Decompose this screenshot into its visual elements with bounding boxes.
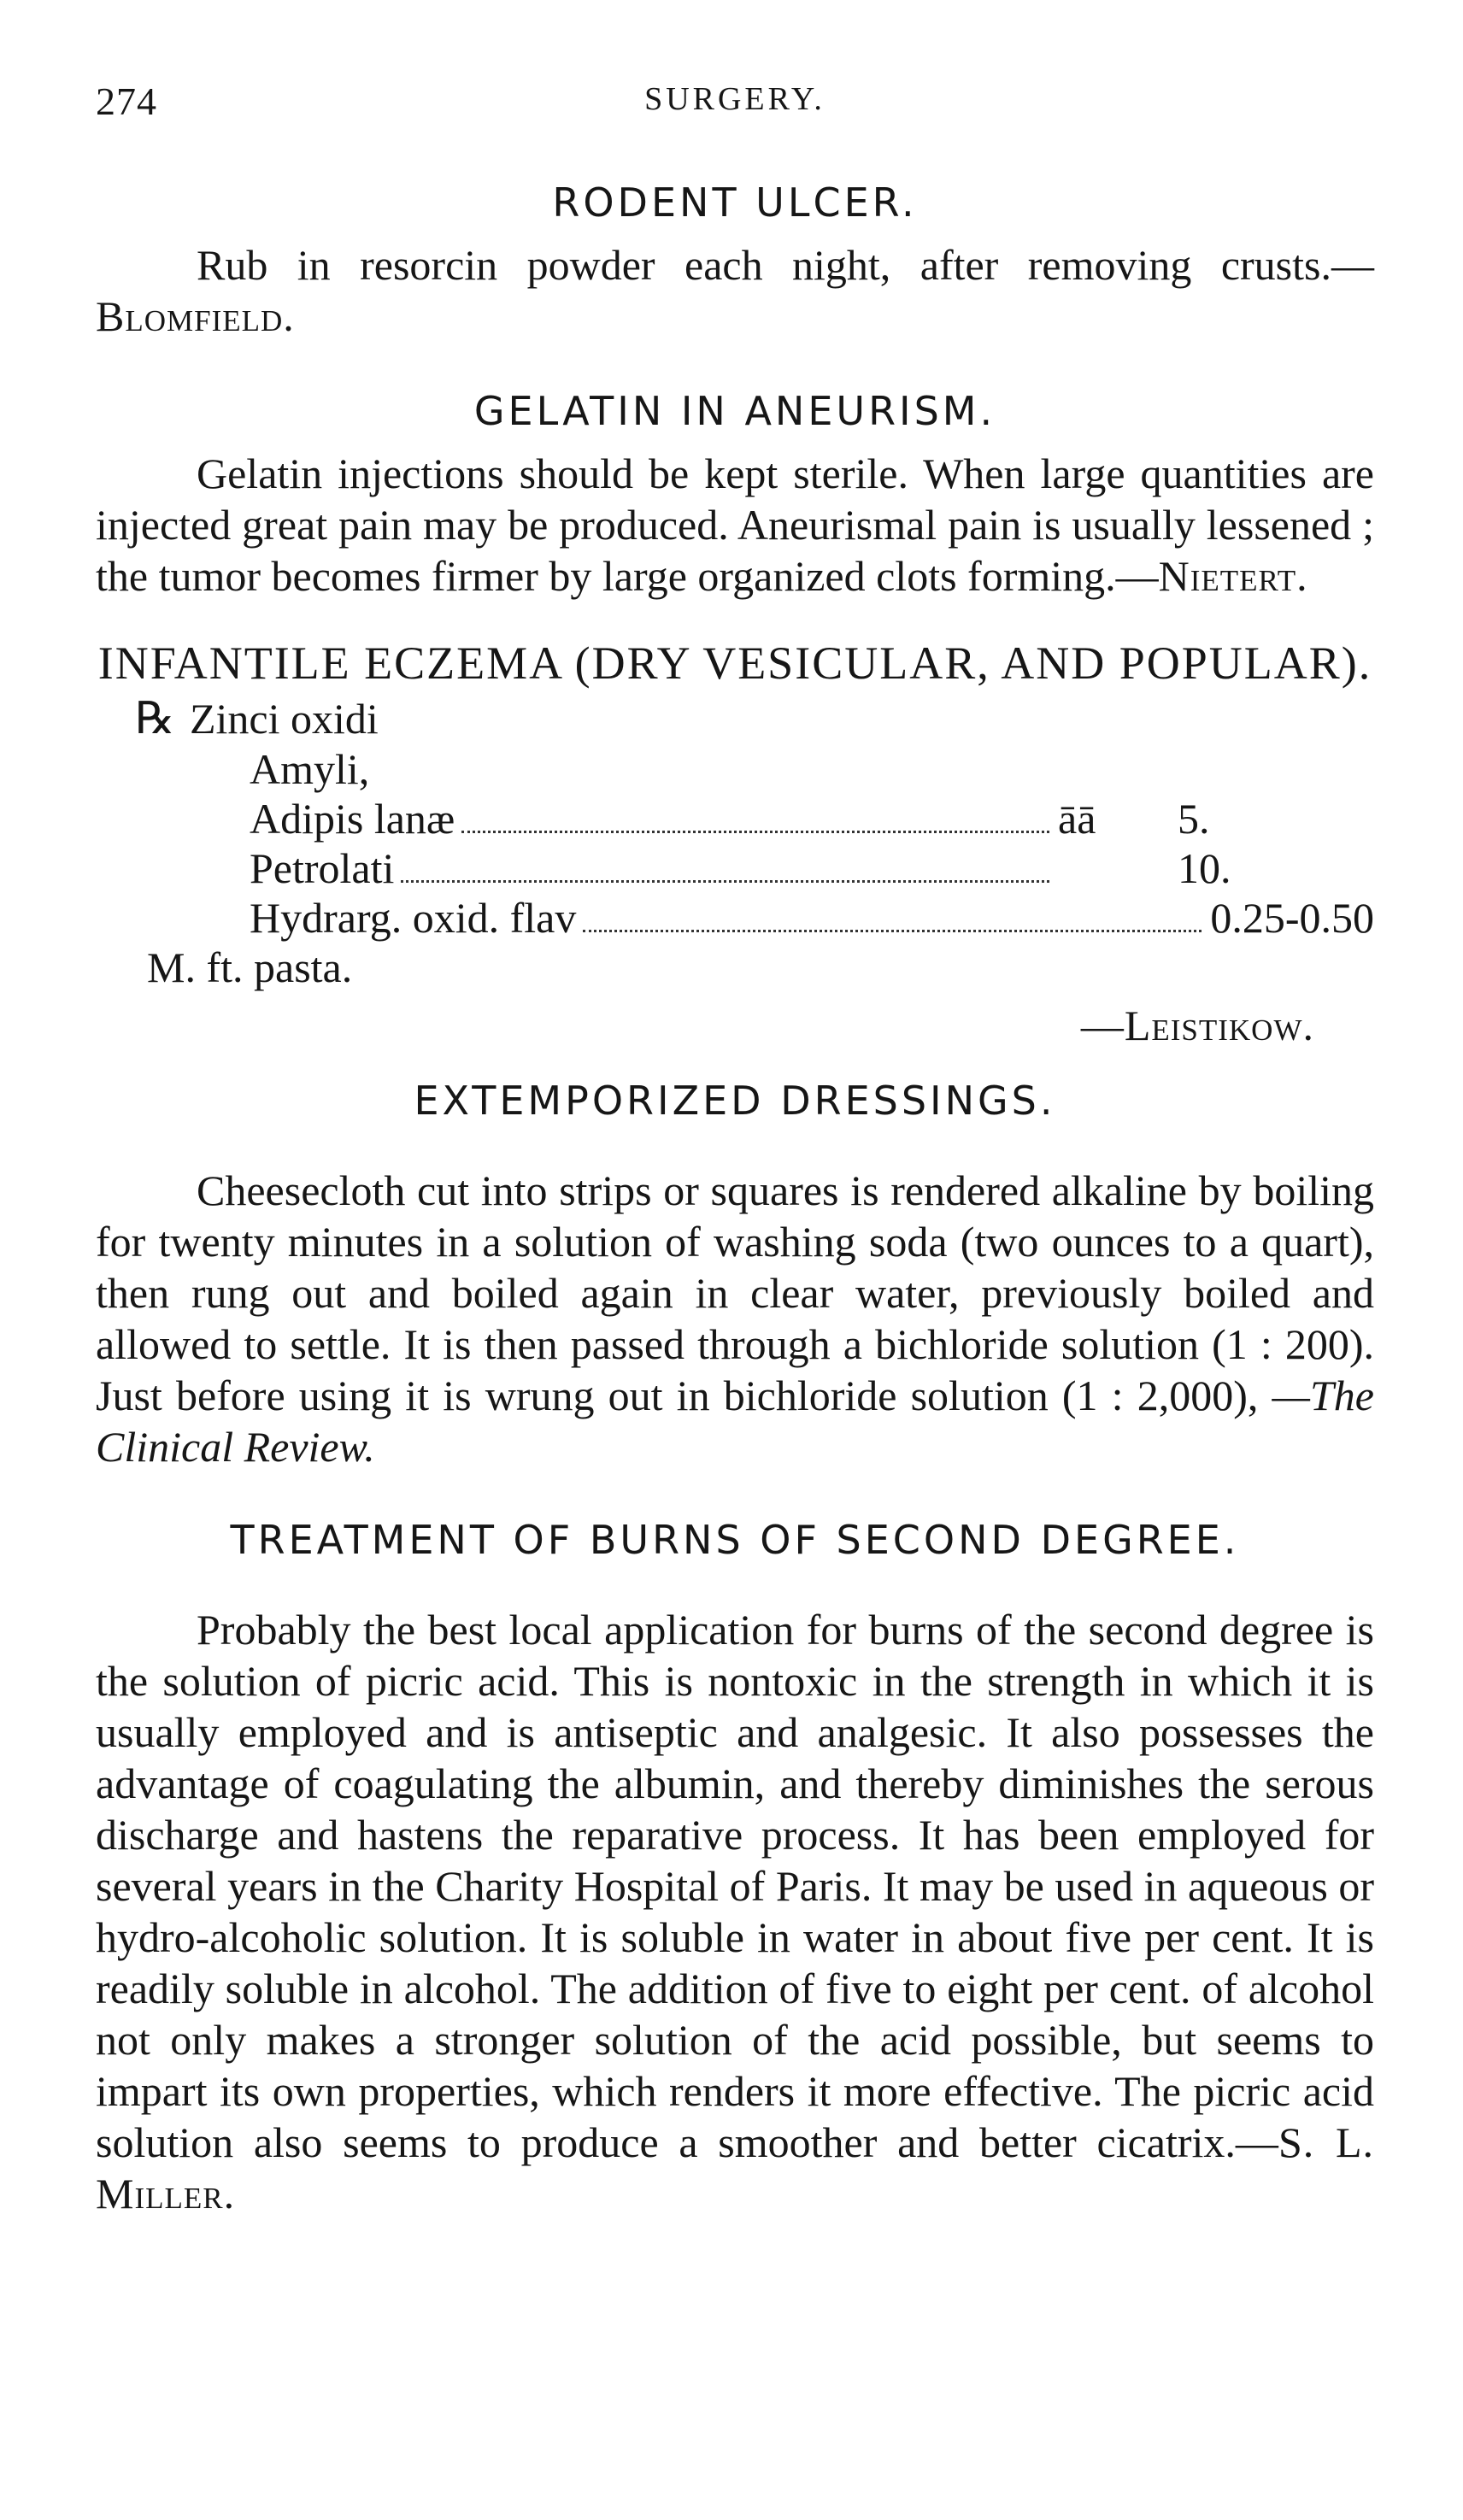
prescription: [96, 694, 1374, 1050]
running-head: [96, 0, 1374, 123]
recipe-symbol: ℞: [135, 695, 175, 743]
section-gelatin-aneurism: [96, 386, 1374, 602]
ingredient-quantity: āā 5.: [1058, 795, 1210, 843]
body-text: Rub in resorcin powder each night, after removing crusts.—: [197, 241, 1374, 289]
prescription-line: [96, 843, 1374, 893]
author-credit: Nietert.: [1158, 552, 1308, 600]
source-credit: —The Clinical Review.: [96, 1372, 1374, 1471]
ingredient-name: Zinci oxidi: [190, 695, 379, 743]
body-text: Gelatin injections should be kept sterile. When large quantities are injected great pain may be produced. Aneurismal pain is usually lessened ; the tumor becomes firmer by large organized clots forming.—: [96, 449, 1374, 600]
ingredient-quantity: 0.25-0.50: [1210, 894, 1374, 942]
author-credit: Blomfield.: [96, 292, 295, 340]
author-credit: S. L. Miller.: [96, 2118, 1375, 2217]
section-infantile-eczema: [96, 636, 1374, 1050]
section-body: [96, 448, 1374, 602]
prescription-line: [96, 694, 1374, 744]
section-heading: GELATIN IN ANEURISM.: [473, 388, 996, 434]
section-heading: EXTEMPORIZED DRESSINGS.: [414, 1078, 1056, 1124]
section-burns-treatment: [96, 1515, 1374, 2219]
prescription-line: [96, 893, 1374, 943]
running-title: SURGERY.: [644, 81, 826, 117]
section-body: [96, 1165, 1374, 1472]
prescription-direction: M. ft. pasta.: [147, 943, 353, 991]
ingredient-name: Amyli,: [250, 745, 370, 793]
ingredient-name: Adipis lanæ: [250, 795, 455, 843]
section-body: [96, 1604, 1374, 2219]
prescription-line: [96, 794, 1374, 843]
body-text: Cheesecloth cut into strips or squares is rendered alkaline by boiling for twenty minutes in a solution of washing soda (two ounces to a quart), then rung out and boiled again in clear water, previously boiled and allowed to settle. It is then passed through a bichloride solution (1 : 200). Just before using it is wrung out in bichloride solution (1 : 2,000),: [96, 1166, 1374, 1419]
section-heading: TREATMENT OF BURNS OF SECOND DEGREE.: [230, 1517, 1240, 1563]
dot-leader: [401, 879, 1049, 883]
section-heading: INFANTILE ECZEMA (DRY VESICULAR, AND POPULAR).: [97, 637, 1372, 689]
body-text: Probably the best local application for burns of the second degree is the solution of picric acid. This is nontoxic in the strength in which it is usually employed and is antiseptic and analgesic. It also possesses the advantage of coagulating the albumin, and thereby diminishes the serous discharge and hastens the reparative process. It has been employed for several years in the Charity Hospital of Paris. It may be used in aqueous or hydro-alcoholic solution. It is soluble in water in about five per cent. It is readily soluble in alcohol. The addition of five to eight per cent. of alcohol not only makes a stronger solution of the acid possible, but seems to impart its own properties, which renders it more effective. The picric acid solution also seems to produce a smoother and better cicatrix.—: [96, 1606, 1374, 2166]
ingredient-quantity: 10.: [1178, 844, 1231, 892]
section-heading: RODENT ULCER.: [552, 179, 918, 226]
section-rodent-ulcer: [96, 178, 1374, 342]
ingredient-name: Hydrarg. oxid. flav: [250, 894, 577, 942]
author-credit: —Leistikow.: [1080, 1002, 1314, 1049]
prescription-line: [96, 744, 1374, 794]
ingredient-name: Petrolati: [250, 844, 395, 892]
dot-leader: [461, 830, 1049, 833]
section-body: [96, 239, 1374, 342]
dot-leader: [583, 929, 1202, 932]
section-extemporized-dressings: [96, 1076, 1374, 1472]
page-number: 274: [96, 79, 157, 123]
